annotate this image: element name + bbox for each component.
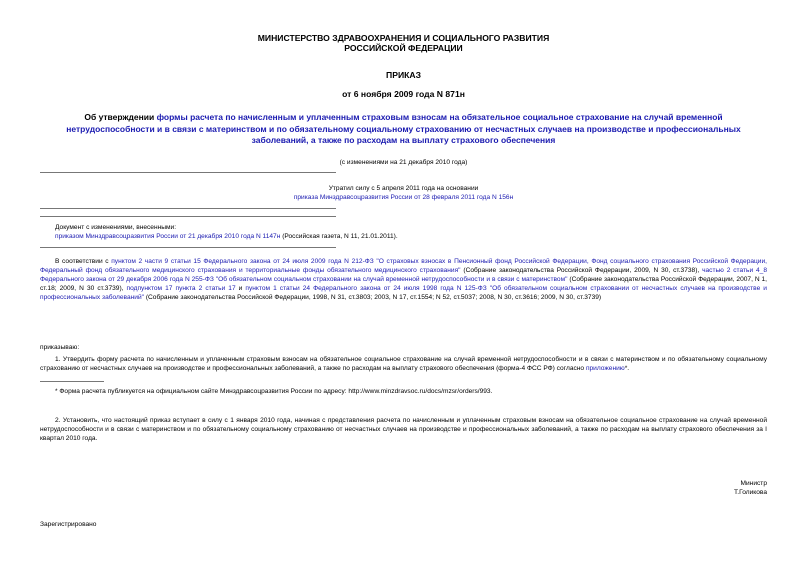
title-prefix: Об утверждении: [84, 112, 157, 122]
changes-note: (с изменениями на 21 декабря 2010 года): [339, 159, 468, 166]
ministry-line-1: МИНИСТЕРСТВО ЗДРАВООХРАНЕНИЯ И СОЦИАЛЬНОГО РАЗВИТИЯ: [257, 33, 550, 43]
document-title: [40, 112, 767, 147]
preamble-text-5: (Собрание законодательства Российской Федерации, 1998, N 31, ст.3803; 2003, N 17, ст.1554; N 52, ст.5037; 2008, N 30, ст.3616; 2009, N 30, ст.3739): [144, 294, 602, 301]
preamble-paragraph: [40, 257, 767, 302]
item-1-text: 1. Утвердить форму расчета по начисленным и уплаченным страховым взносам на обязательное социальное страхование на случай временной нетрудоспособности и в связи с материнством и по обязательному социальному страхованию от несчастных случаев на производстве и профессиональных заболеваний, а также по расходам на выплату страхового обеспечения (форма-4 ФСС РФ) согласно: [40, 356, 767, 372]
preamble-text-4: и: [235, 285, 246, 292]
law-125-article17-link[interactable]: подпунктом 17 пункта 2 статьи 17: [126, 285, 236, 292]
registration-note: Зарегистрировано: [40, 521, 97, 528]
law-255-link[interactable]: частью 2 статьи 4_8 Федерального закона от 29 декабря 2006 года N 255-ФЗ "Об обязательном социальном страховании на случай временной нетрудоспособности и в связи с материнством": [40, 267, 767, 283]
footnote-divider: [40, 381, 104, 382]
order-word: приказываю:: [40, 344, 80, 351]
divider-4: [40, 247, 336, 248]
item-1: [40, 355, 767, 373]
expired-text: Утратил силу с 5 апреля 2011 года на основании: [328, 185, 479, 192]
signatory-position: Министр: [740, 480, 767, 487]
signatory-name: Т.Голикова: [733, 489, 767, 496]
amendments-label: Документ с изменениями, внесенными:: [55, 224, 177, 231]
preamble-text-1: В соответствии с: [55, 258, 112, 265]
title-form-link[interactable]: формы расчета по начисленным и уплаченным страховым взносам на обязательное социальное страхование на случай временной нетрудоспособности и в связи с материнством и по обязательному социальному страхованию от несчастных случаев на производстве и профессиональных заболеваний, а также по расходам на выплату страхового обеспечения: [66, 112, 741, 145]
law-125-article24-link[interactable]: пунктом 1 статьи 24 Федерального закона от 24 июля 1998 года N 125-ФЗ "Об обязательном социальном страховании от несчастных случаев на производстве и профессиональных заболеваний": [40, 285, 767, 301]
appendix-link[interactable]: приложению: [585, 365, 625, 372]
signature-block: [734, 479, 767, 497]
amendment-source: (Российская газета, N 11, 21.01.2011).: [280, 233, 398, 240]
expired-order-link[interactable]: приказа Минздравсоцразвития России от 28 февраля 2011 года N 156н: [293, 194, 514, 201]
divider-1: [40, 172, 336, 173]
item-2: 2. Установить, что настоящий приказ вступает в силу с 1 января 2010 года, начиная с представления расчета по начисленным и уплаченным страховым взносам на обязательное социальное страхование на случай временной нетрудоспособности и в связи с материнством и по обязательному социальному страхованию от несчастных случаев на производстве и профессиональных заболеваний, а также по расходам на выплату страхового обеспечения за I квартал 2010 года.: [40, 417, 767, 442]
expired-notice: [40, 184, 767, 202]
amendments-note: [55, 223, 755, 241]
item-1-suffix: *.: [624, 365, 630, 372]
preamble-text-3: (Собрание законодательства Российской Федерации, 2007, N 1, ст.18; 2009, N 30 ст.3739),: [40, 276, 768, 292]
order-label: ПРИКАЗ: [386, 70, 421, 80]
divider-2: [40, 208, 336, 209]
divider-3: [40, 216, 336, 217]
preamble-text-2: (Собрание законодательства Российской Федерации, 2009, N 30, ст.3738),: [460, 267, 703, 274]
footnote: * Форма расчета публикуется на официальном сайте Минздравсоцразвития России по адресу: http://www.minzdravsoc.ru/docs/mzsr/orders/993.: [55, 388, 493, 395]
law-212-link[interactable]: пунктом 2 части 9 статьи 15 Федерального закона от 24 июля 2009 года N 212-ФЗ "О страховых взносах в Пенсионный фонд Российской Федерации, Фонд социального страхования Российской Федерации, Федеральный фонд обязательного медицинского страхования и территориальные фонды обязательного медицинского страхования": [40, 258, 768, 274]
ministry-header: [0, 33, 807, 53]
order-date: от 6 ноября 2009 года N 871н: [342, 89, 465, 99]
ministry-line-2: РОССИЙСКОЙ ФЕДЕРАЦИИ: [344, 43, 463, 53]
amendment-order-link[interactable]: приказом Минздравсоцразвития России от 21 декабря 2010 года N 1147н: [55, 233, 281, 240]
